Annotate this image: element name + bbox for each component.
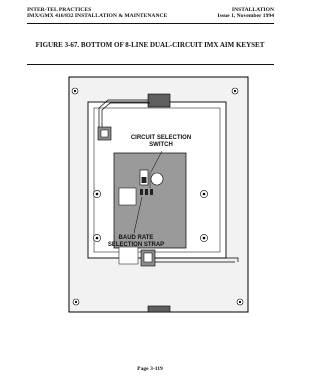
screw-bottom-right	[237, 299, 243, 305]
top-connector-tab	[148, 94, 170, 107]
strap-pin-2	[145, 189, 148, 195]
strap-pin-1	[140, 189, 143, 195]
screw-top-left	[72, 88, 78, 94]
left-jack-opening	[101, 130, 108, 137]
screw-mid-right	[200, 190, 207, 197]
header-section: INSTALLATION	[231, 7, 274, 13]
circuit-selection-switch-label	[121, 135, 201, 148]
circuit-switch-label-line2: SWITCH	[149, 141, 173, 148]
screw-lower-left	[93, 234, 100, 241]
baud-rate-strap-label	[101, 235, 171, 248]
screw-lower-right	[200, 234, 207, 241]
screw-bottom-left	[73, 299, 79, 305]
board-cutout	[119, 188, 136, 205]
bottom-jack-opening	[144, 253, 152, 262]
page-number: Page 3-119	[137, 366, 163, 372]
switch-indicator-ring	[151, 173, 163, 185]
strap-pin-3	[150, 189, 153, 195]
header-issue: Issue 1, November 1994	[217, 13, 274, 20]
lower-board-cutout	[119, 247, 138, 264]
switch-lever	[142, 177, 147, 183]
figure-title: FIGURE 3-67. BOTTOM OF 8-LINE DUAL-CIRCUIT IMX AIM KEYSET	[35, 41, 265, 49]
bottom-edge-tab	[148, 306, 170, 312]
baud-strap-label-line2: SELECTION STRAP	[107, 241, 165, 248]
header-manual-title: IMX/GMX 416/832 INSTALLATION & MAINTENANCE	[27, 13, 168, 20]
screw-mid-left	[93, 190, 100, 197]
circuit-switch-label-line1: CIRCUIT SELECTION	[130, 135, 192, 141]
baud-strap-label-line1: BAUD RATE	[118, 235, 154, 241]
header-practices: INTER-TEL PRACTICES	[27, 7, 92, 13]
screw-top-right	[232, 88, 238, 94]
